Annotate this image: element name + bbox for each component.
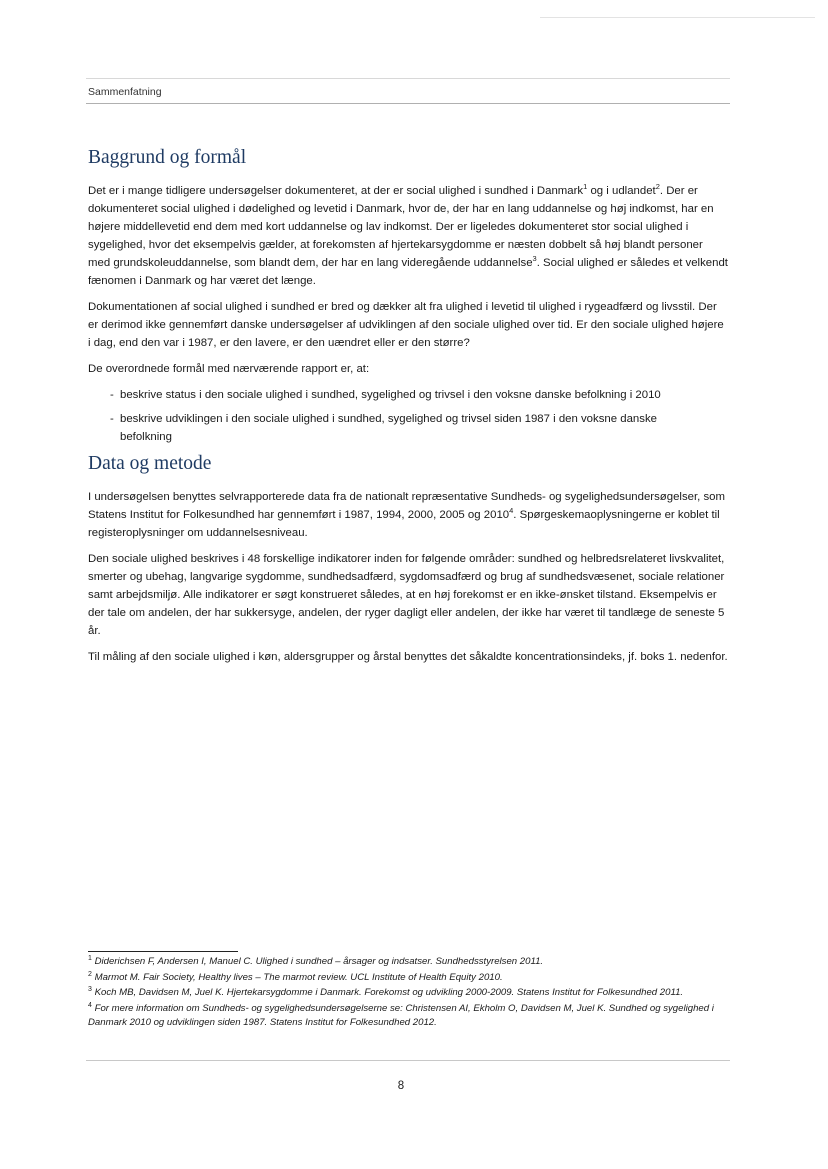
paragraph: Den sociale ulighed beskrives i 48 forskellige indikatorer inden for følgende områder: sundhed og helbredsrelateret livskvalitet, smerter og ubehag, langvarige sygdomme, sundhedsadfærd, sygdomsadfærd og brug af sundhedsvæsenet, sociale relationer samt arbejdsmiljø. Alle indikatorer er søgt konstrueret således, at en høj forekomst er en ikke-ønsket tilstand. Eksempelvis er der tale om andelen, der har sukkersyge, andelen, der ryger dagligt eller andelen, der ikke har været til tandlæge de seneste 5 år. (88, 553, 725, 637)
paragraph: Dokumentationen af social ulighed i sundhed er bred og dækker alt fra ulighed i levetid til ulighed i rygeadfærd og livsstil. Der er derimod ikke gennemført danske undersøgelser af udviklingen af den sociale ulighed over tid. Er den sociale ulighed højere i dag, end den var i 1987, er den lavere, er den uændret eller er den større? (88, 301, 724, 349)
footnote-ref: 4 (509, 506, 514, 516)
section-baggrund (88, 146, 728, 446)
text-run: . Spørgeskemaoplysningerne er koblet til registeroplysninger om uddannelsesniveau. (88, 509, 720, 539)
list-item-text: beskrive udviklingen i den sociale ulighed i sundhed, sygelighed og trivsel siden 1987 i den voksne danske befolkning (120, 413, 657, 443)
footnote-number: 4 (88, 1001, 92, 1009)
footnote-number: 3 (88, 985, 92, 993)
footnote-text: Marmot M. Fair Society, Healthy lives – The marmot review. UCL Institute of Health Equity 2010. (94, 971, 503, 983)
paragraph (88, 182, 728, 290)
footnote-separator (88, 951, 238, 952)
footnote-number: 1 (88, 954, 92, 962)
page-number: 8 (397, 1080, 405, 1092)
footnote-text: For mere information om Sundheds- og sygelighedsundersøgelserne se: Christensen AI, Ekholm O, Davidsen M, Juel K. Sundhed og sygelighed i Danmark 2010 og udviklingen siden 1987. Statens Institut for Folkesundhed 2012. (88, 1002, 714, 1028)
footnotes (88, 955, 728, 1032)
main-content (88, 146, 728, 674)
footnote (88, 955, 728, 970)
text-run: I undersøgelsen benyttes selvrapporterede data fra de nationalt repræsentative Sundheds- og sygelighedsundersøgelser, som Statens Institut for Folkesundhed har gennemført i 1987, 1994, 2000, 2005 og 2010 (88, 491, 725, 521)
running-header: Sammenfatning (88, 86, 162, 98)
text-run: . Social ulighed er således et velkendt fænomen i Danmark og har været det længe. (88, 257, 728, 287)
footnote (88, 986, 728, 1001)
list-item-text: beskrive status i den sociale ulighed i sundhed, sygelighed og trivsel i den voksne danske befolkning i 2010 (120, 389, 661, 401)
text-run: . Der er dokumenteret social ulighed i dødelighed og levetid i Danmark, hvor de, der har en lang uddannelse og høj indkomst, har en højere middellevetid end dem med kort uddannelse og lav indkomst. Der er ligeledes dokumenteret stor social ulighed i sygelighed, hvor det eksempelvis gælder, at forekomsten af hjertekarsygdomme er næsten dobbelt så høj blandt personer med grundskoleuddannelse, som blandt dem, der har en lang videregående uddannelse (88, 185, 714, 269)
section-heading-data: Data og metode (88, 453, 212, 474)
footnote (88, 1002, 728, 1031)
footnote-text: Koch MB, Davidsen M, Juel K. Hjertekarsygdomme i Danmark. Forekomst og udvikling 2000-2009. Statens Institut for Folkesundhed 2011. (94, 987, 684, 998)
footnote-ref: 2 (655, 182, 660, 192)
bullet-dash: - (110, 413, 114, 425)
text-run: Det er i mange tidligere undersøgelser dokumenteret, at der er social ulighed i sundhed i Danmark (88, 185, 584, 197)
bullet-dash: - (110, 389, 114, 401)
paragraph: De overordnede formål med nærværende rapport er, at: (88, 363, 370, 375)
header-rule-top (86, 78, 730, 79)
purpose-list (88, 386, 728, 446)
paragraph: Til måling af den sociale ulighed i køn, aldersgrupper og årstal benyttes det såkaldte koncentrationsindeks, jf. boks 1. nedenfor. (88, 651, 728, 663)
list-item (88, 410, 710, 446)
list-item (88, 386, 710, 404)
footnote (88, 971, 728, 986)
scan-edge-line (540, 17, 815, 18)
section-data (88, 452, 728, 666)
footnote-ref: 3 (532, 254, 537, 264)
footnote-text: Diderichsen F, Andersen I, Manuel C. Ulighed i sundhed – årsager og indsatser. Sundhedsstyrelsen 2011. (94, 956, 544, 967)
footer-rule (86, 1060, 730, 1061)
footnote-ref: 1 (583, 182, 588, 192)
section-heading-baggrund: Baggrund og formål (88, 147, 247, 168)
header-rule (86, 103, 730, 104)
footnote-number: 2 (88, 970, 92, 978)
paragraph (88, 488, 728, 542)
text-run: og i udlandet (587, 185, 656, 197)
